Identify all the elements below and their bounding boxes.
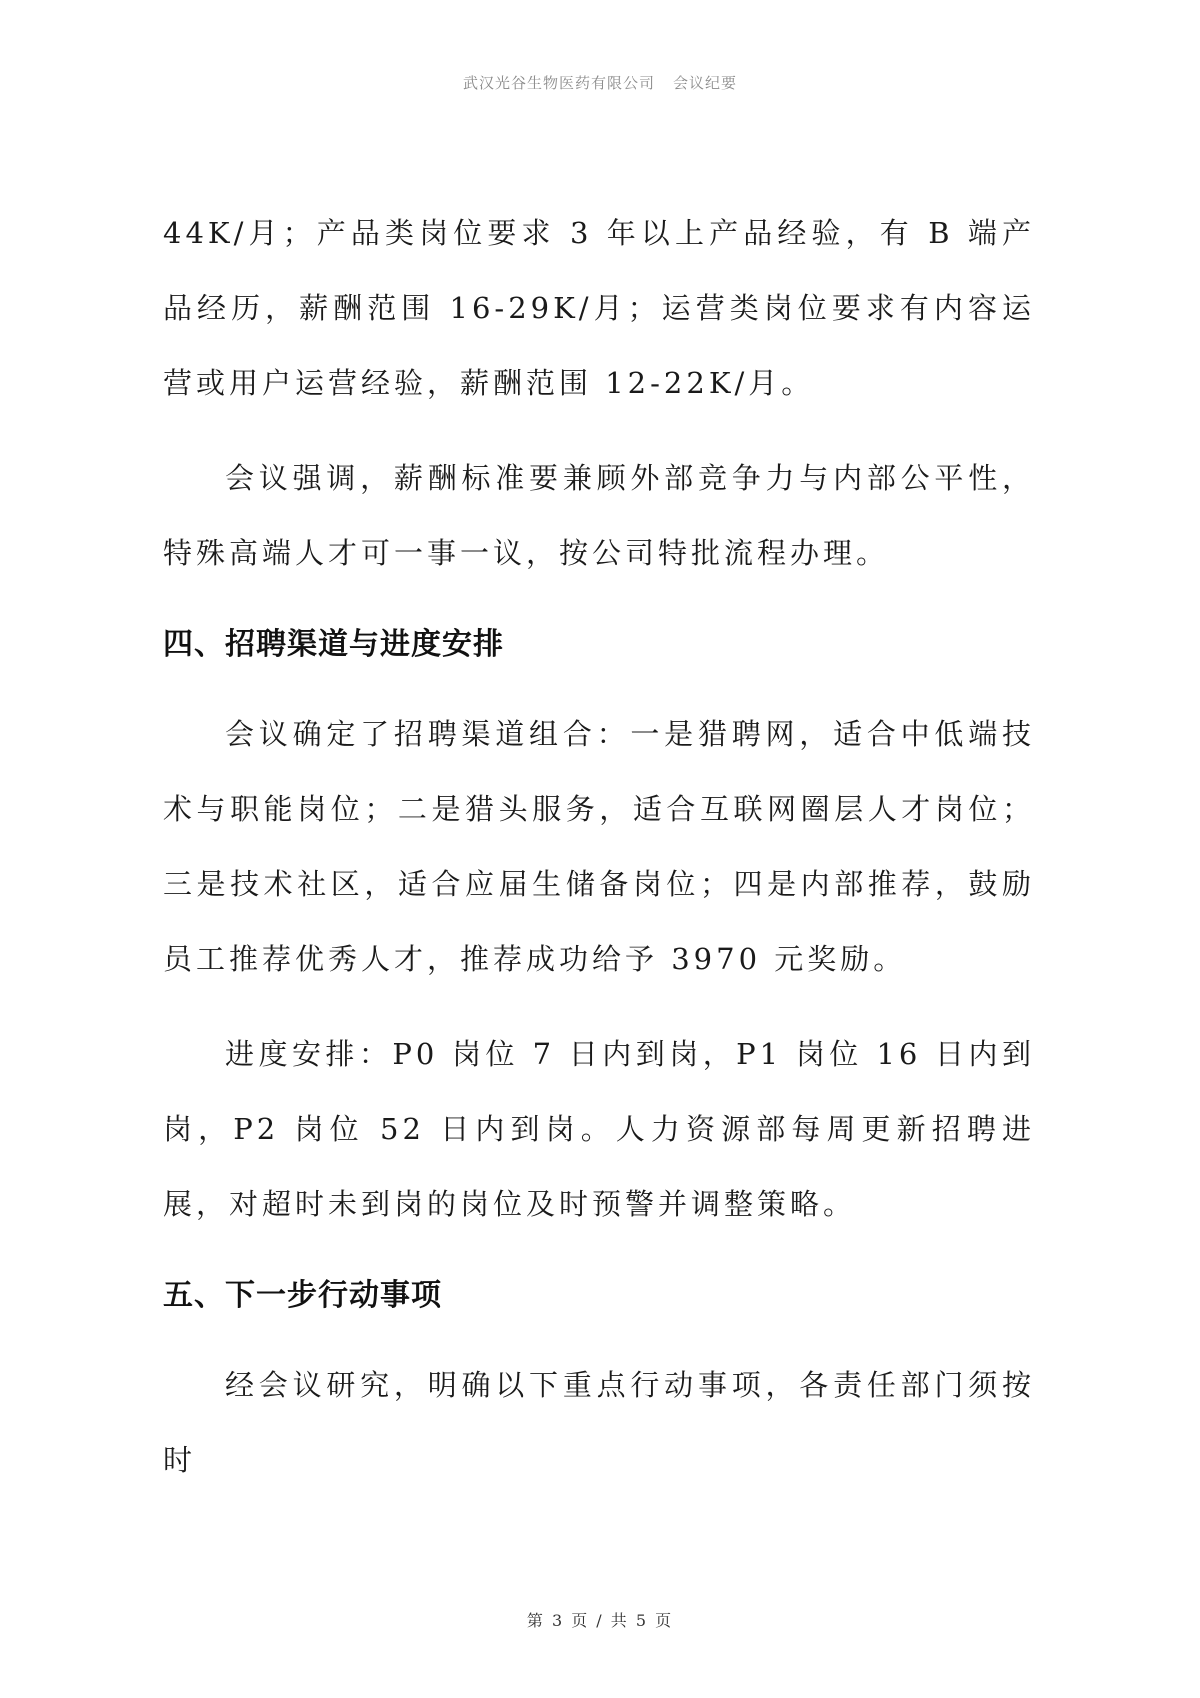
paragraph-gap [163, 421, 1035, 441]
section-heading-recruitment-channels: 四、招聘渠道与进度安排 [163, 627, 504, 662]
page-number: 第 3 页 / 共 5 页 [526, 1611, 674, 1630]
paragraph-salary-emphasis: 会议强调，薪酬标准要兼顾外部竞争力与内部公平性，特殊高端人才可一事一议，按公司特批流程办理。 [163, 461, 1035, 570]
paragraph-gap [163, 997, 1035, 1017]
header-doc-type: 会议纪要 [673, 74, 738, 92]
paragraph-next-actions: 经会议研究，明确以下重点行动事项，各责任部门须按时 [163, 1368, 1035, 1477]
paragraph-salary-continued: 44K/月；产品类岗位要求 3 年以上产品经验，有 B 端产品经历，薪酬范围 16-29K/月；运营类岗位要求有内容运营或用户运营经验，薪酬范围 12-22K/月。 [163, 216, 1035, 400]
header-company: 武汉光谷生物医药有限公司 [462, 74, 655, 92]
page-header [0, 72, 1200, 93]
paragraph-schedule: 进度安排：P0 岗位 7 日内到岗，P1 岗位 16 日内到岗，P2 岗位 52 日内到岗。人力资源部每周更新招聘进展，对超时未到岗的岗位及时预警并调整策略。 [163, 1037, 1035, 1221]
document-body [163, 196, 1035, 1498]
section-heading-next-actions: 五、下一步行动事项 [163, 1278, 442, 1313]
paragraph-recruitment-channels: 会议确定了招聘渠道组合：一是猎聘网，适合中低端技术与职能岗位；二是猎头服务，适合互联网圈层人才岗位；三是技术社区，适合应届生储备岗位；四是内部推荐，鼓励员工推荐优秀人才，推荐成功给予 3970 元奖励。 [163, 717, 1035, 976]
